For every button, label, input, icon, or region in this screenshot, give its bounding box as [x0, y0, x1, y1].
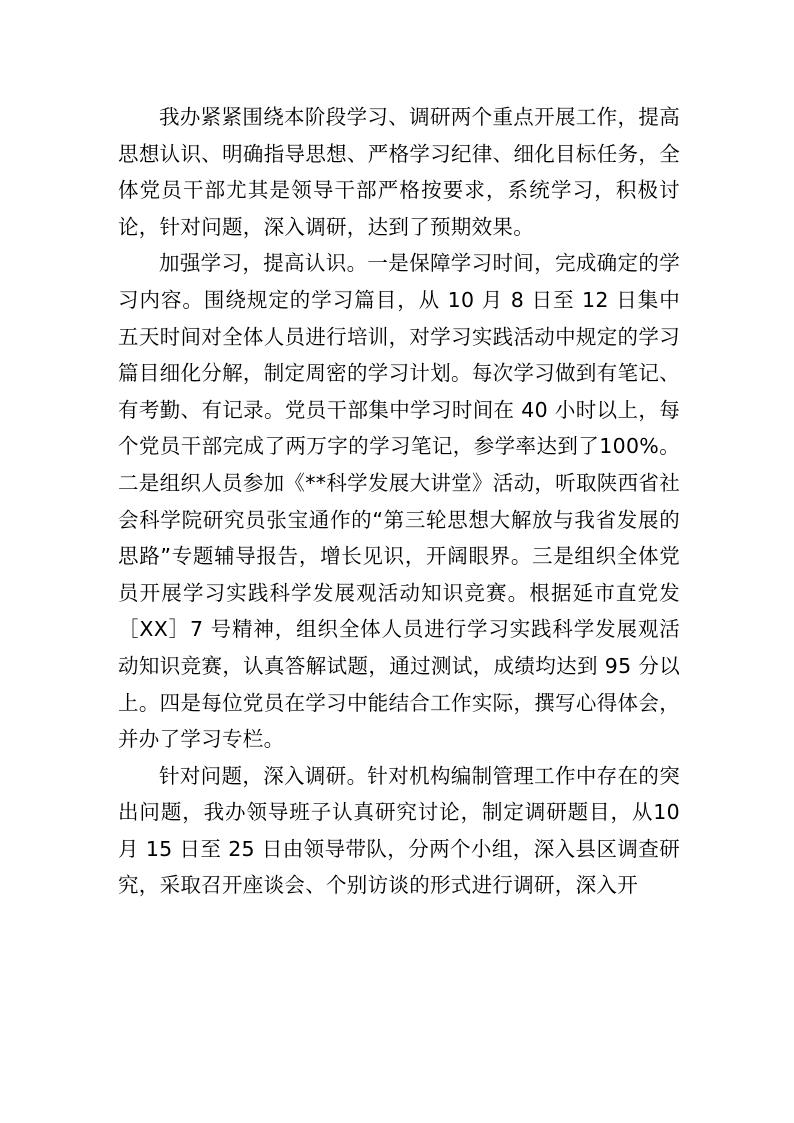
paragraph-study: 加强学习，提高认识。一是保障学习时间，完成确定的学习内容。围绕规定的学习篇目，从 10 月 8 日至 12 日集中五天时间对全体人员进行培训，对学习实践活动中规定的学习篇目细化分解，制定周密的学习计划。每次学习做到有笔记、有考勤、有记录。党员干部集中学习时间在 40 小时以上，每个党员干部完成了两万字的学习笔记，参学率达到了100%。二是组织人员参加《**科学发展大讲堂》活动，听取陕西省社会科学院研究员张宝通作的“第三轮思想大解放与我省发展的思路”专题辅导报告，增长见识，开阔眼界。三是组织全体党员开展学习实践科学发展观活动知识竞赛。根据延市直党发［XX］7 号精神，组织全体人员进行学习实践科学发展观活动知识竞赛，认真答解试题，通过测试，成绩均达到 95 分以上。四是每位党员在学习中能结合工作实际，撰写心得体会，并办了学习专栏。 [118, 251, 680, 752]
paragraph-research: 针对问题，深入调研。针对机构编制管理工作中存在的突出问题，我办领导班子认真研究讨论，制定调研题目，从10 月 15 日至 25 日由领导带队，分两个小组，深入县区调查研究，采取召开座谈会、个别访谈的形式进行调研，深入开 [118, 763, 680, 898]
document-body [118, 99, 680, 904]
paragraph-intro: 我办紧紧围绕本阶段学习、调研两个重点开展工作，提高思想认识、明确指导思想、严格学习纪律、细化目标任务，全体党员干部尤其是领导干部严格按要求，系统学习，积极讨论，针对问题，深入调研，达到了预期效果。 [118, 105, 680, 239]
